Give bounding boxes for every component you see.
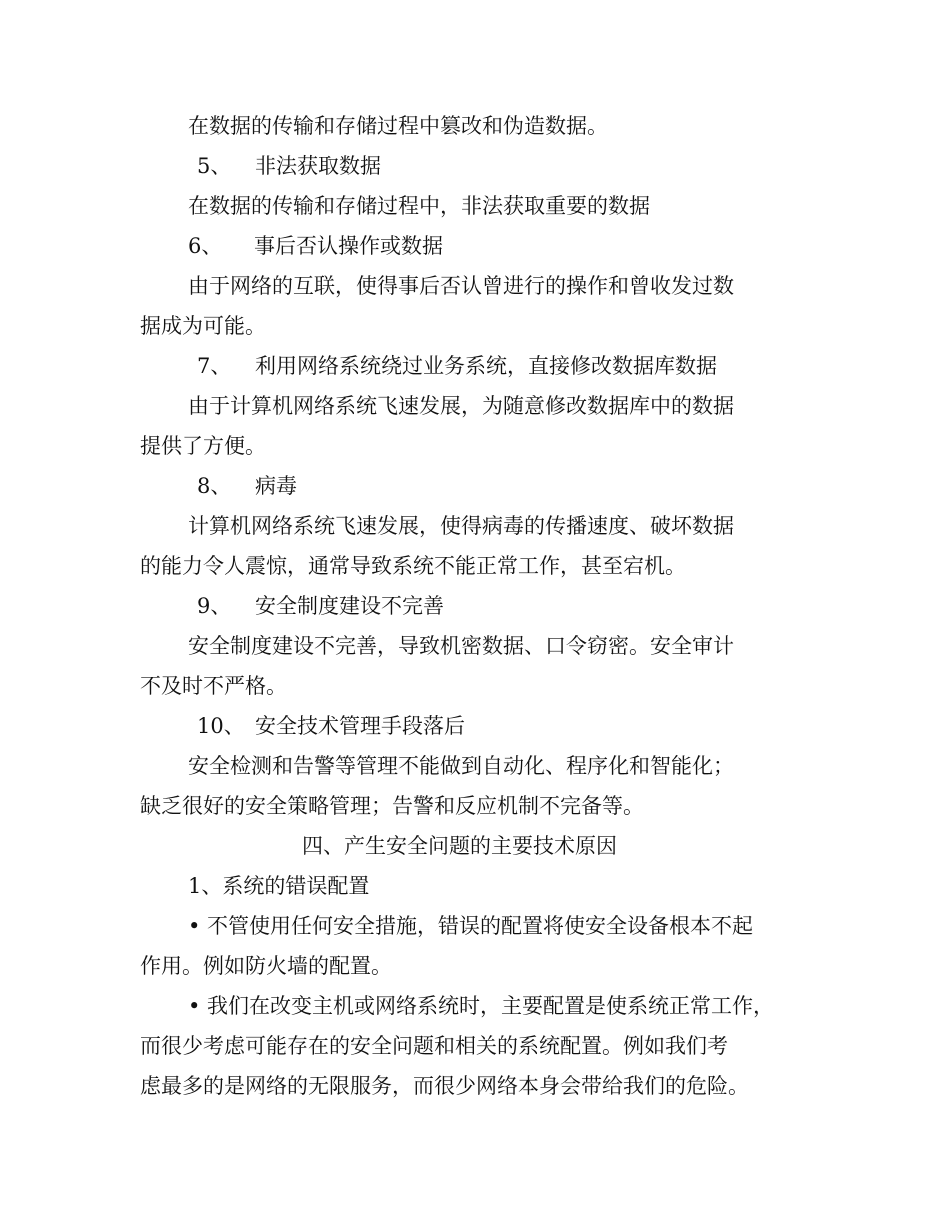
paragraph-line: 而很少考虑可能存在的安全问题和相关的系统配置。例如我们考 [140,1034,728,1058]
paragraph-line: 提供了方便。 [140,434,266,458]
paragraph-line: 据成为可能。 [140,314,266,338]
list-heading-10 [197,713,465,739]
list-heading-text: 病毒 [255,474,297,498]
list-heading-7 [197,353,717,379]
paragraph-line: 由于网络的互联，使得事后否认曾进行的操作和曾收发过数 [188,274,734,298]
list-heading-8 [197,473,297,499]
subsection-heading: 1、系统的错误配置 [188,874,370,898]
paragraph-line: 缺乏很好的安全策略管理；告警和反应机制不完备等。 [140,794,644,818]
list-heading-text: 非法获取数据 [255,154,381,178]
list-heading-9 [197,593,444,619]
paragraph-line: 安全检测和告警等管理不能做到自动化、程序化和智能化； [188,754,734,778]
paragraph-line: 虑最多的是网络的无限服务，而很少网络本身会带给我们的危险。 [140,1074,749,1098]
paragraph-line: 的能力令人震惊，通常导致系统不能正常工作，甚至宕机。 [140,554,686,578]
list-number: 5、 [197,154,232,178]
list-number: 6、 [188,234,223,258]
paragraph-line: 作用。例如防火墙的配置。 [140,954,392,978]
paragraph-line: 计算机网络系统飞速发展，使得病毒的传播速度、破坏数据 [188,514,734,538]
list-heading-5 [197,153,381,179]
paragraph-line: 由于计算机网络系统飞速发展，为随意修改数据库中的数据 [188,394,734,418]
bullet-line: • 我们在改变主机或网络系统时，主要配置是使系统正常工作， [188,994,775,1018]
list-heading-6 [188,233,443,259]
bullet-line: • 不管使用任何安全措施，错误的配置将使安全设备根本不起 [188,914,754,938]
list-number: 9、 [197,594,232,618]
paragraph-line: 在数据的传输和存储过程中，非法获取重要的数据 [188,194,650,218]
list-heading-text: 事后否认操作或数据 [254,234,443,258]
list-heading-text: 安全技术管理手段落后 [255,714,465,738]
list-heading-text: 安全制度建设不完善 [255,594,444,618]
paragraph-line: 在数据的传输和存储过程中篡改和伪造数据。 [188,114,608,138]
list-number: 10、 [197,714,245,738]
list-heading-text: 利用网络系统绕过业务系统，直接修改数据库数据 [255,354,717,378]
list-number: 7、 [197,354,232,378]
paragraph-line: 安全制度建设不完善，导致机密数据、口令窃密。安全审计 [188,634,734,658]
paragraph-line: 不及时不严格。 [140,674,287,698]
list-number: 8、 [197,474,232,498]
section-heading: 四、产生安全问题的主要技术原因 [302,834,617,858]
